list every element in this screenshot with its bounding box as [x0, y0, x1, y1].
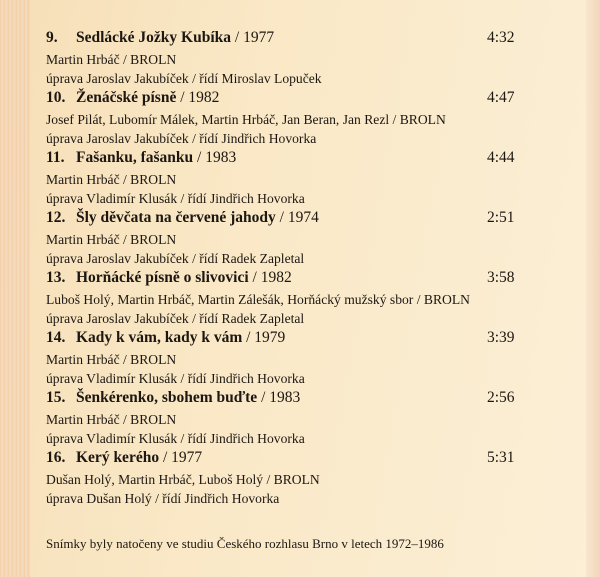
- track-credits: úprava Dušan Holý / řídí Jindřich Hovorka: [46, 491, 280, 506]
- track-performers: Luboš Holý, Martin Hrbáč, Martin Zálešák, Horňácký mužský sbor / BROLN: [46, 292, 470, 307]
- track-item: [46, 448, 566, 508]
- track-title-line: [46, 208, 566, 228]
- track-performers: Martin Hrbáč / BROLN: [46, 352, 177, 367]
- left-edge-stripe: [0, 0, 30, 577]
- track-title: Kady k vám, kady k vám: [76, 329, 243, 346]
- track-performers: Martin Hrbáč / BROLN: [46, 412, 177, 427]
- track-number: 9.: [46, 29, 58, 46]
- track-item: [46, 208, 566, 268]
- track-title-line: [46, 268, 566, 288]
- track-credits: úprava Jaroslav Jakubíček / řídí Radek Zapletal: [46, 311, 305, 326]
- track-performers: Dušan Holý, Martin Hrbáč, Luboš Holý / BROLN: [46, 472, 320, 487]
- track-credits: úprava Vladimír Klusák / řídí Jindřich Hovorka: [46, 371, 305, 386]
- track-credits: úprava Vladimír Klusák / řídí Jindřich Hovorka: [46, 431, 305, 446]
- track-credits: úprava Jaroslav Jakubíček / řídí Radek Zapletal: [46, 251, 305, 266]
- track-number: 16.: [46, 449, 66, 466]
- track-year: / 1979: [242, 329, 286, 346]
- right-edge-stripe: [586, 0, 600, 577]
- track-title-line: [46, 448, 566, 468]
- track-title-line: [46, 88, 566, 108]
- track-title: Šenkérenko, sbohem buďte: [76, 389, 258, 406]
- track-duration: 2:51: [487, 209, 515, 226]
- track-item: [46, 28, 566, 88]
- track-duration: 3:39: [487, 329, 515, 346]
- track-item: [46, 388, 566, 448]
- track-year: / 1983: [257, 389, 301, 406]
- track-performers: Martin Hrbáč / BROLN: [46, 172, 177, 187]
- track-duration: 4:47: [487, 89, 515, 106]
- track-performers: Josef Pilát, Lubomír Málek, Martin Hrbáč, Jan Beran, Jan Rezl / BROLN: [46, 112, 446, 127]
- track-performers: Martin Hrbáč / BROLN: [46, 232, 177, 247]
- tracklist: [46, 28, 566, 508]
- track-year: / 1977: [159, 449, 203, 466]
- track-title: Kerý kerého: [76, 449, 160, 466]
- track-duration: 5:31: [487, 449, 515, 466]
- track-year: / 1974: [275, 209, 319, 226]
- track-year: / 1982: [176, 89, 220, 106]
- track-number: 11.: [46, 149, 65, 166]
- track-duration: 3:58: [487, 269, 515, 286]
- track-title-line: [46, 388, 566, 408]
- track-credits: úprava Jaroslav Jakubíček / řídí Jindřich Hovorka: [46, 131, 317, 146]
- track-item: [46, 328, 566, 388]
- track-title-line: [46, 328, 566, 348]
- track-duration: 4:44: [487, 149, 515, 166]
- track-item: [46, 148, 566, 208]
- track-title-line: [46, 148, 566, 168]
- track-number: 12.: [46, 209, 66, 226]
- track-performers: Martin Hrbáč / BROLN: [46, 52, 177, 67]
- track-title: Horňácké písně o slivovici: [76, 269, 249, 286]
- track-title: Šly děvčata na červené jahody: [76, 209, 276, 226]
- track-number: 10.: [46, 89, 66, 106]
- track-year: / 1983: [193, 149, 237, 166]
- track-item: [46, 268, 566, 328]
- track-duration: 2:56: [487, 389, 515, 406]
- track-year: / 1977: [231, 29, 275, 46]
- track-number: 14.: [46, 329, 66, 346]
- track-title-line: [46, 28, 566, 48]
- track-title: Ženáčské písně: [76, 89, 177, 106]
- track-credits: úprava Jaroslav Jakubíček / řídí Miroslav Lopuček: [46, 71, 322, 86]
- track-credits: úprava Vladimír Klusák / řídí Jindřich Hovorka: [46, 191, 305, 206]
- track-item: [46, 88, 566, 148]
- track-duration: 4:32: [487, 29, 515, 46]
- track-number: 15.: [46, 389, 66, 406]
- track-year: / 1982: [248, 269, 292, 286]
- recording-note: Snímky byly natočeny ve studiu Českého rozhlasu Brno v letech 1972–1986: [46, 536, 444, 551]
- track-title: Fašanku, fašanku: [76, 149, 194, 166]
- track-title: Sedlácké Jožky Kubíka: [76, 29, 232, 46]
- track-number: 13.: [46, 269, 66, 286]
